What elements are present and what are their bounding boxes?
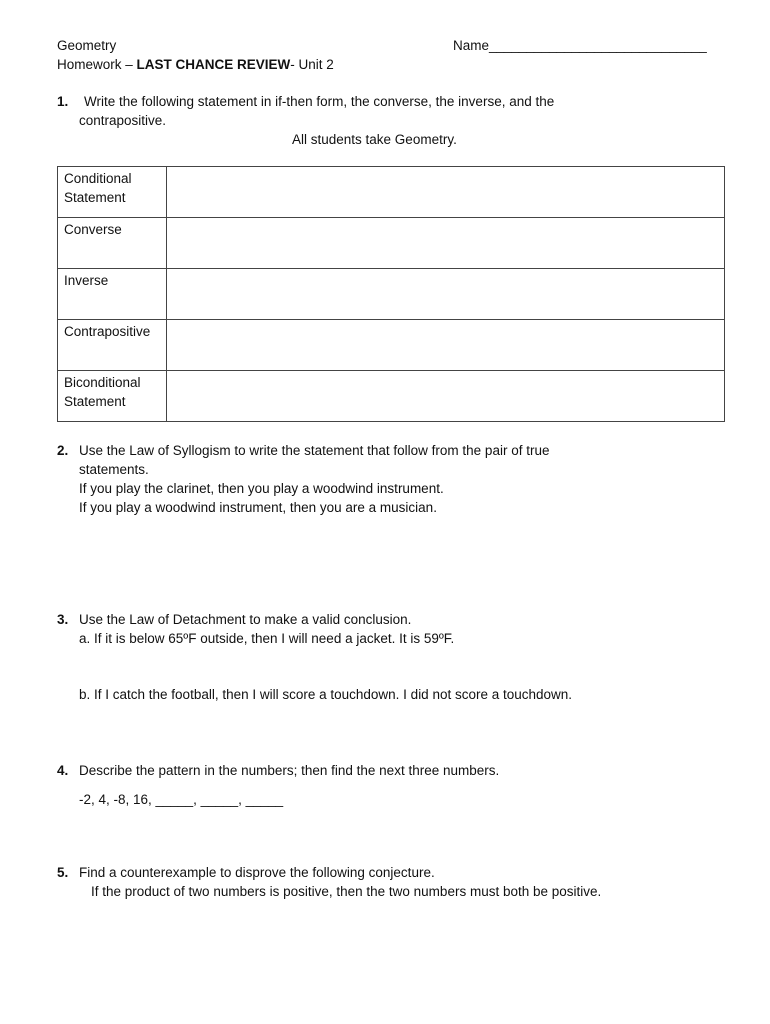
q1-number: 1.	[57, 94, 69, 109]
name-line: Name_____________________________	[453, 38, 707, 53]
q1-prompt-line2: contrapositive.	[79, 113, 167, 128]
q5-prompt: Find a counterexample to disprove the following conjecture.	[79, 865, 435, 880]
answer-cell-inverse[interactable]	[167, 269, 725, 320]
table-row	[58, 320, 725, 371]
homework-prefix: Homework –	[57, 57, 137, 72]
label-text: Contrapositive	[64, 324, 151, 339]
q3-prompt: Use the Law of Detachment to make a valid conclusion.	[79, 612, 412, 627]
answer-cell-conditional[interactable]	[167, 167, 725, 218]
q4-sequence: -2, 4, -8, 16, _____, _____, _____	[79, 792, 284, 807]
homework-bold-title: LAST CHANCE REVIEW	[136, 57, 291, 72]
answer-cell-contrapositive[interactable]	[167, 320, 725, 371]
q3-part-b: b. If I catch the football, then I will score a touchdown. I did not score a touchdown.	[79, 687, 573, 702]
homework-suffix: - Unit 2	[290, 57, 334, 72]
label-text: Biconditional	[64, 375, 141, 390]
q4-prompt: Describe the pattern in the numbers; then find the next three numbers.	[79, 763, 500, 778]
table-row	[58, 218, 725, 269]
label-text: Statement	[64, 394, 126, 409]
q4-number: 4.	[57, 763, 69, 778]
logic-table	[57, 166, 725, 422]
label-text: Conditional	[64, 171, 132, 186]
homework-title	[57, 57, 334, 72]
q5-number: 5.	[57, 865, 69, 880]
row-label-converse	[58, 218, 167, 269]
table-row	[58, 269, 725, 320]
q1-statement: All students take Geometry.	[292, 132, 457, 147]
answer-cell-biconditional[interactable]	[167, 371, 725, 422]
course-title: Geometry	[57, 38, 117, 53]
q2-premise-1: If you play the clarinet, then you play a woodwind instrument.	[79, 481, 444, 496]
q2-premise-2: If you play a woodwind instrument, then you are a musician.	[79, 500, 437, 515]
q1-prompt-line1: Write the following statement in if-then form, the converse, the inverse, and the	[84, 94, 555, 109]
q3-part-a: a. If it is below 65ºF outside, then I will need a jacket. It is 59ºF.	[79, 631, 455, 646]
table-row	[58, 167, 725, 218]
table-row	[58, 371, 725, 422]
row-label-contrapositive	[58, 320, 167, 371]
row-label-biconditional	[58, 371, 167, 422]
label-text: Inverse	[64, 273, 109, 288]
q2-prompt-line2: statements.	[79, 462, 149, 477]
label-text: Converse	[64, 222, 122, 237]
answer-cell-converse[interactable]	[167, 218, 725, 269]
q2-prompt-line1: Use the Law of Syllogism to write the statement that follow from the pair of true	[79, 443, 550, 458]
q2-number: 2.	[57, 443, 69, 458]
q5-conjecture: If the product of two numbers is positive, then the two numbers must both be positive.	[91, 884, 602, 899]
q3-number: 3.	[57, 612, 69, 627]
label-text: Statement	[64, 190, 126, 205]
row-label-conditional	[58, 167, 167, 218]
row-label-inverse	[58, 269, 167, 320]
